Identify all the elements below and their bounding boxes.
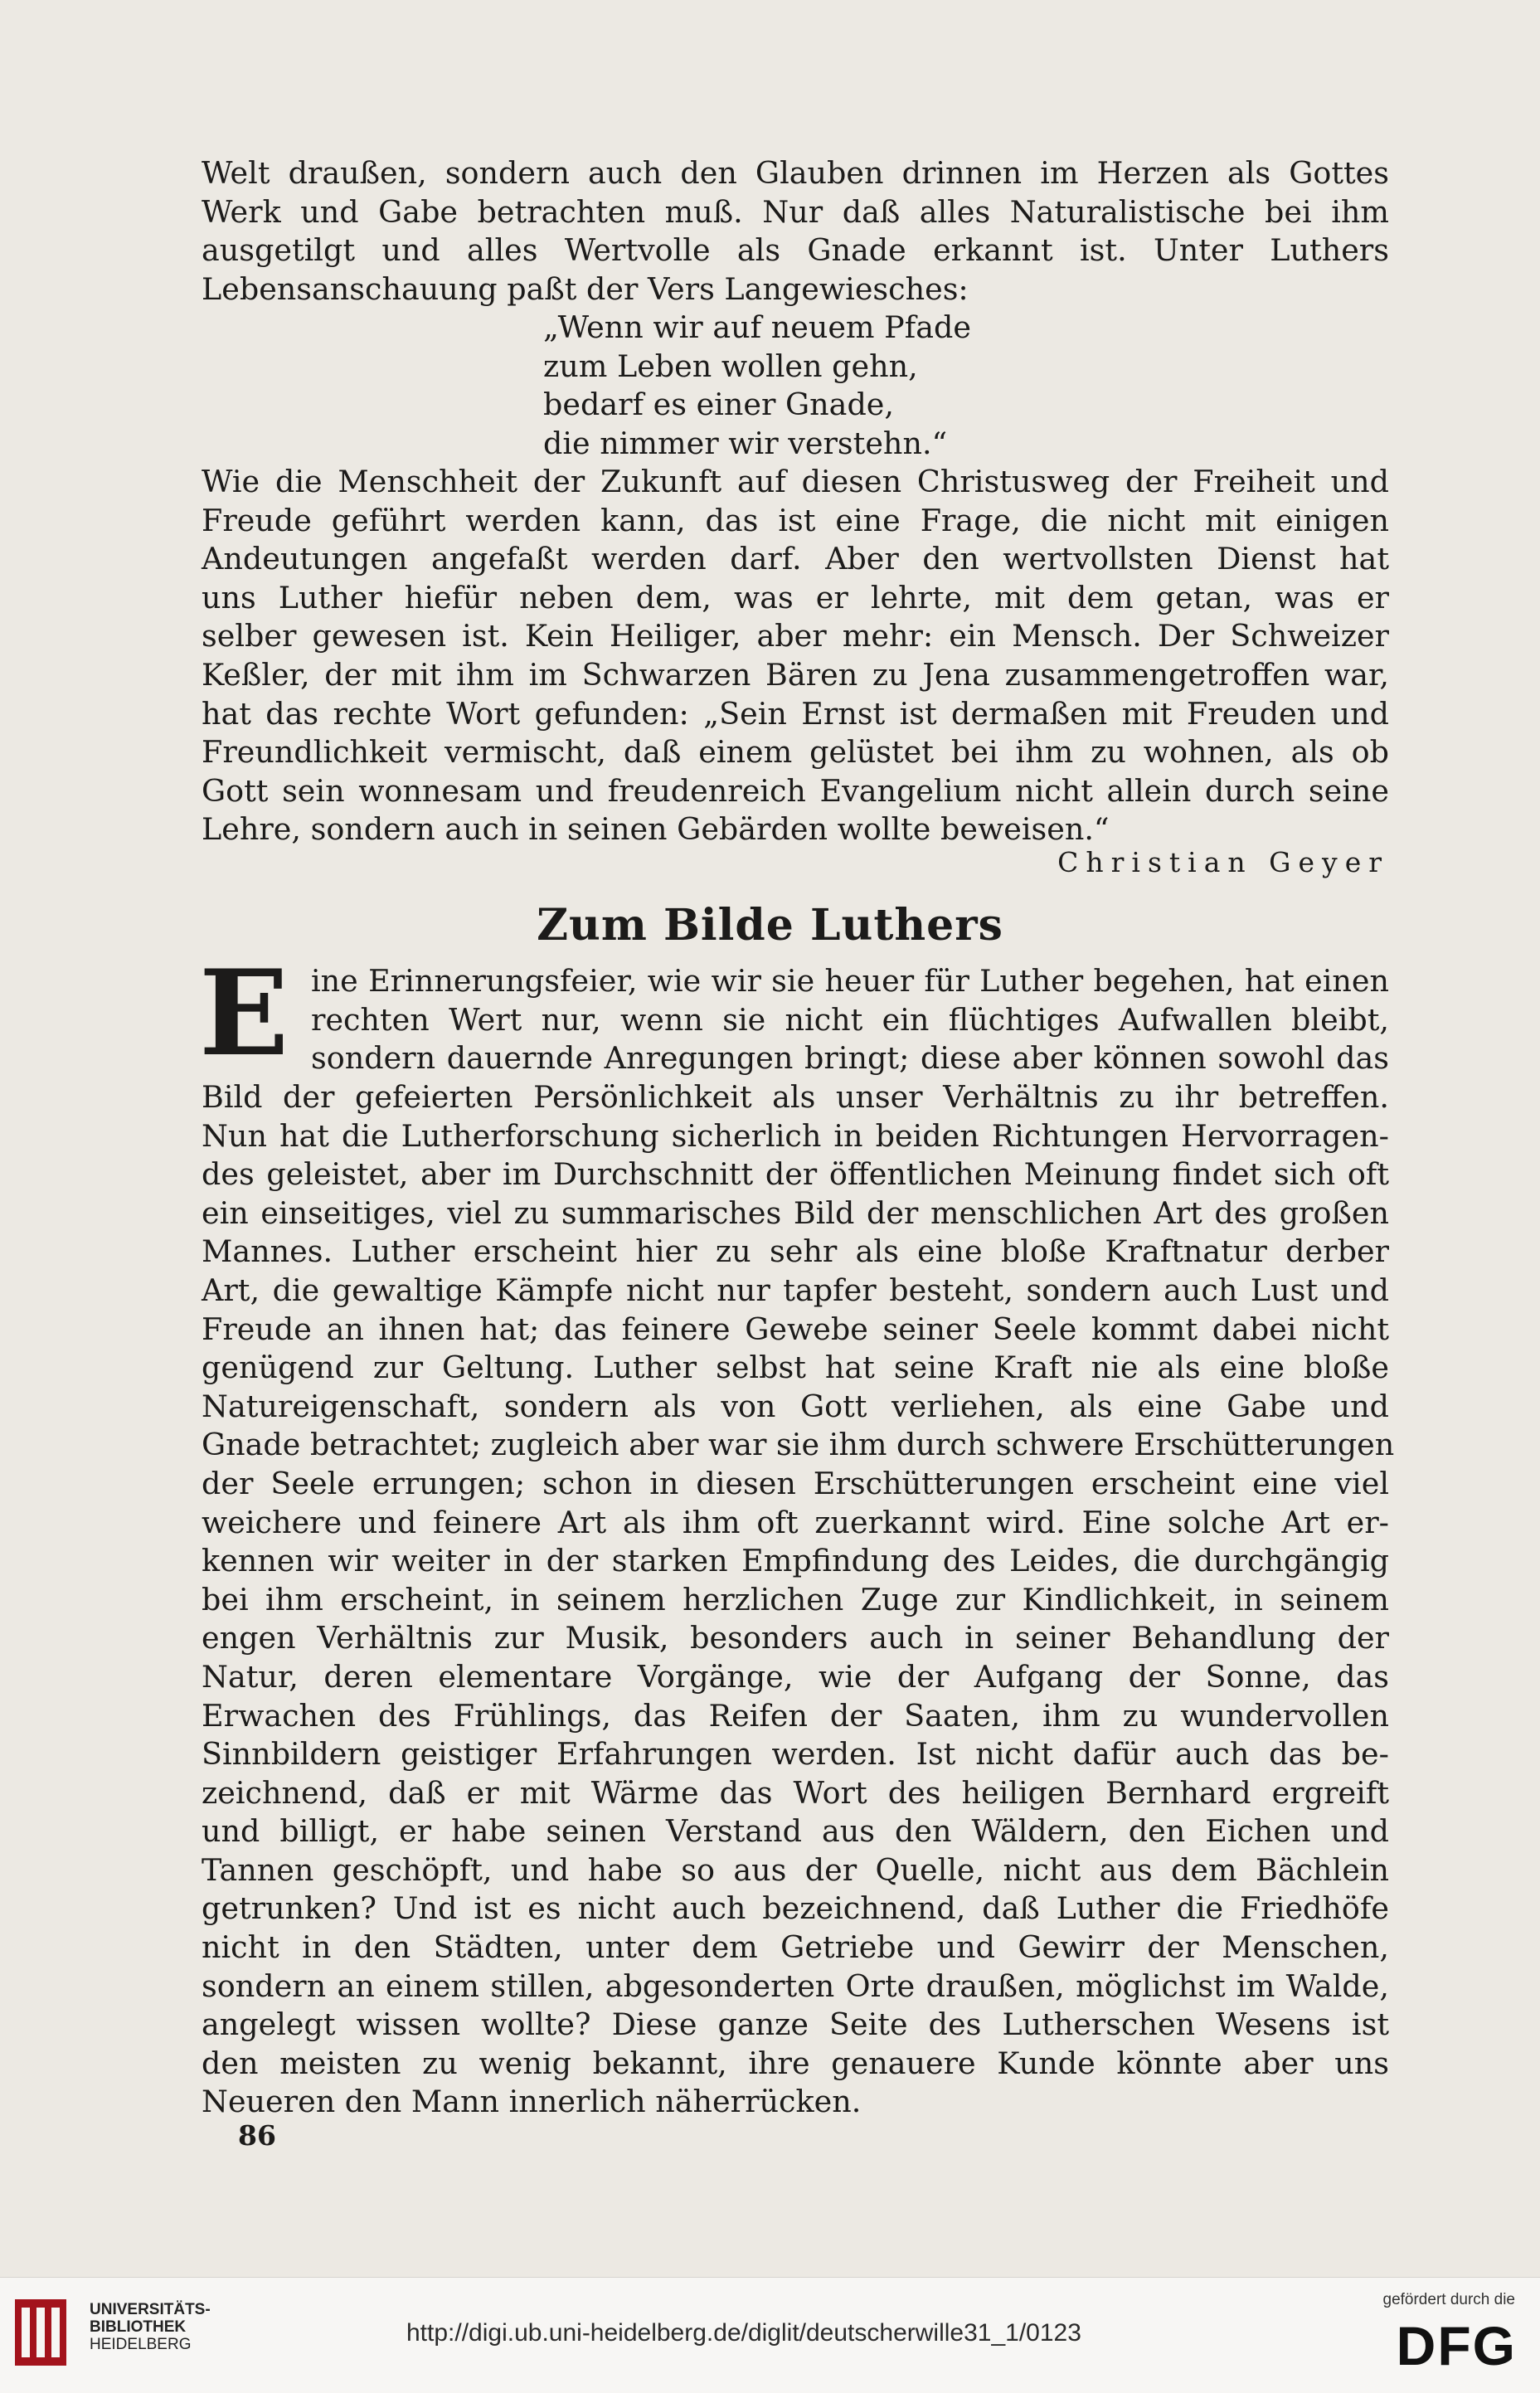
drop-cap: E [199,945,289,1082]
text-line: Freundlichkeit vermischt, daß einem gelüstet bei ihm zu wohnen, als ob [202,734,1389,771]
text-line: getrunken? Und ist es nicht auch bezeichnend, daß Luther die Friedhöfe [202,1890,1389,1927]
viewer-footer [0,2277,1540,2393]
text-line: Lehre, sondern auch in seinen Gebärden wollte beweisen.“ [202,811,1110,848]
author-signature: Christian Geyer [1057,846,1389,878]
library-line: BIBLIOTHEK [90,2318,187,2336]
text-line: Werk und Gabe betrachten muß. Nur daß alles Naturalistische bei ihm [202,193,1389,230]
text-line: Gnade betrachtet; zugleich aber war sie ihm durch schwere Erschütterungen [202,1427,1395,1463]
text-line: rechten Wert nur, wenn sie nicht ein flüchtiges Aufwallen bleibt, [311,1001,1389,1038]
text-line: ein einseitiges, viel zu summarisches Bild der menschlichen Art des großen [202,1194,1389,1231]
text-line: Welt draußen, sondern auch den Glauben drinnen im Herzen als Gottes [202,155,1389,191]
text-line: kennen wir weiter in der starken Empfindung des Leides, die durchgängig [202,1543,1389,1579]
text-line: Keßler, der mit ihm im Schwarzen Bären zu Jena zusammengetroffen war, [202,656,1389,693]
text-line: genügend zur Geltung. Luther selbst hat seine Kraft nie als eine bloße [202,1350,1389,1386]
text-line: hat das rechte Wort gefunden: „Sein Ernst ist dermaßen mit Freuden und [202,695,1389,732]
library-name[interactable] [90,2301,211,2353]
permalink-url[interactable]: http://digi.ub.uni-heidelberg.de/diglit/deutscherwille31_1/0123 [406,2319,1081,2347]
dfg-logo[interactable]: DFG [1396,2315,1517,2376]
text-line: den meisten zu wenig bekannt, ihre genauere Kunde könnte aber uns [202,2045,1389,2081]
text-line: bei ihm erscheint, in seinem herzlichen Zuge zur Kindlichkeit, in seinem [202,1581,1389,1617]
verse-line: bedarf es einer Gnade, [543,387,895,423]
text-line: der Seele errungen; schon in diesen Erschütterungen erscheint eine viel [202,1465,1389,1501]
top-paragraph [202,154,1389,309]
text-line: Erwachen des Frühlings, das Reifen der Saaten, ihm zu wundervollen [202,1697,1389,1734]
text-line: Gott sein wonnesam und freudenreich Evangelium nicht allein durch seine [202,772,1389,809]
library-line: HEIDELBERG [90,2336,192,2353]
text-line: Wie die Menschheit der Zukunft auf diesen Christusweg der Freiheit und [202,464,1389,499]
dropcap-lines [202,962,1389,1078]
text-line: uns Luther hiefür neben dem, was er lehrte, mit dem getan, was er [202,579,1389,615]
verse-line: zum Leben wollen gehn, [543,348,918,384]
article-heading: Zum Bilde Luthers [537,900,1003,951]
text-line: engen Verhältnis zur Musik, besonders auch in seiner Behandlung der [202,1620,1389,1656]
text-line: Sinnbildern geistiger Erfahrungen werden. Ist nicht dafür auch das be- [202,1736,1389,1773]
text-line: Lebensanschauung paßt der Vers Langewiesches: [202,270,969,307]
text-line: Freude geführt werden kann, das ist eine Frage, die nicht mit einigen [202,502,1389,538]
text-line: Freude an ihnen hat; das feinere Gewebe seiner Seele kommt dabei nicht [202,1311,1389,1347]
text-line: Bild der gefeierten Persönlichkeit als unser Verhältnis zu ihr betreffen. [202,1079,1389,1115]
page-number: 86 [238,2119,276,2152]
library-line: UNIVERSITÄTS- [90,2301,211,2318]
main-paragraph [202,1078,1395,2122]
text-line: Andeutungen angefaßt werden darf. Aber den wertvollsten Dienst hat [202,541,1389,577]
text-line: selber gewesen ist. Kein Heiliger, aber mehr: ein Mensch. Der Schweizer [202,618,1389,654]
text-line: und billigt, er habe seinen Verstand aus den Wäldern, den Eichen und [202,1813,1389,1850]
text-line: ausgetilgt und alles Wertvolle als Gnade erkannt ist. Unter Luthers [202,232,1389,269]
second-paragraph [202,463,1389,849]
university-library-logo-icon [15,2299,66,2366]
verse-line: die nimmer wir verstehn.“ [543,425,948,461]
text-line: Natureigenschaft, sondern als von Gott verliehen, als eine Gabe und [202,1388,1389,1424]
text-line: nicht in den Städten, unter dem Getriebe und Gewirr der Menschen, [202,1929,1389,1966]
text-line: Natur, deren elementare Vorgänge, wie der Aufgang der Sonne, das [202,1658,1389,1695]
funding-label: gefördert durch die [1382,2291,1515,2308]
text-line: Tannen geschöpft, und habe so aus der Quelle, nicht aus dem Bächlein [202,1851,1389,1888]
text-line: weichere und feinere Art als ihm oft zuerkannt wird. Eine solche Art er- [202,1504,1389,1540]
verse-line: „Wenn wir auf neuem Pfade [543,309,971,345]
text-line: des geleistet, aber im Durchschnitt der öffentlichen Meinung findet sich oft [202,1156,1389,1193]
text-line: angelegt wissen wollte? Diese ganze Seite des Lutherschen Wesens ist [202,2006,1389,2043]
text-line: Art, die gewaltige Kämpfe nicht nur tapfer besteht, sondern auch Lust und [202,1272,1389,1308]
text-line: zeichnend, daß er mit Wärme das Wort des heiligen Bernhard ergreift [202,1774,1389,1811]
text-line: Neueren den Mann innerlich näherrücken. [202,2084,862,2120]
text-line: Mannes. Luther erscheint hier zu sehr als eine bloße Kraftnatur derber [202,1233,1389,1270]
verse [543,309,1173,463]
text-line: Nun hat die Lutherforschung sicherlich in beiden Richtungen Hervorragen- [202,1117,1389,1154]
text-line: ine Erinnerungsfeier, wie wir sie heuer für Luther begehen, hat einen [311,963,1389,999]
text-line: sondern an einem stillen, abgesonderten Orte draußen, möglichst im Walde, [202,1967,1389,2004]
text-line: sondern dauernde Anregungen bringt; diese aber können sowohl das [311,1040,1389,1077]
